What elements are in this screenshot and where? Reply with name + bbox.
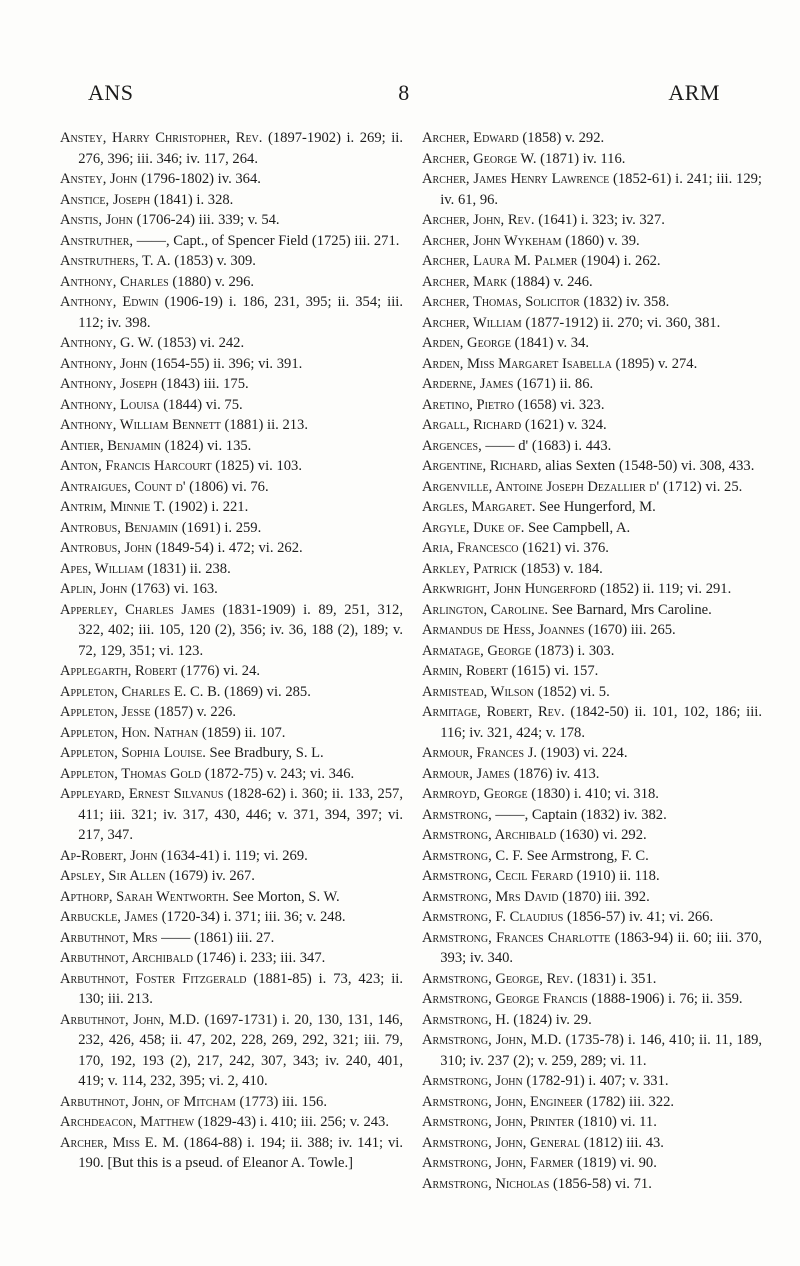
index-entry	[422, 374, 762, 395]
entry-name: Aretino, Pietro	[422, 396, 515, 413]
index-entry	[60, 682, 403, 703]
index-entry	[422, 518, 762, 539]
index-entry	[422, 907, 762, 928]
index-entry	[422, 1071, 762, 1092]
entry-name: Aria, Francesco	[422, 540, 519, 556]
index-entry	[422, 149, 762, 170]
entry-name: Anthony, John	[60, 355, 148, 372]
entry-references: (1895) v. 274.	[615, 355, 698, 372]
entry-references: (1897-1902) i. 269; ii. 276, 396; iii. 346; iv. 117, 264.	[78, 130, 403, 167]
entry-name: Argences,	[422, 437, 482, 454]
index-entry	[422, 805, 762, 826]
index-entry	[422, 969, 762, 990]
entry-name: Appleton, Charles E. C. B.	[60, 683, 221, 700]
entry-name: Armstrong, John	[422, 1073, 523, 1089]
index-entry	[60, 538, 403, 559]
entry-references: (1871) iv. 116.	[540, 150, 626, 167]
entry-name: Argenville, Antoine Joseph Dezallier d'	[422, 478, 660, 495]
entry-references: (1888-1906) i. 76; ii. 359.	[591, 991, 743, 1007]
entry-references: (1869) vi. 285.	[224, 683, 311, 700]
index-entry	[422, 1010, 762, 1031]
entry-references: (1852) vi. 5.	[537, 683, 610, 700]
entry-references: (1679) iv. 267.	[169, 868, 255, 884]
index-entry	[60, 579, 403, 600]
entry-references: (1810) vi. 11.	[577, 1114, 657, 1130]
entry-name: Archer, William	[422, 314, 522, 331]
index-entry	[422, 784, 762, 805]
entry-references: (1824) iv. 29.	[513, 1011, 592, 1028]
index-entry	[422, 538, 762, 559]
entry-name: Armstrong, Mrs David	[422, 888, 559, 905]
index-entry	[422, 866, 762, 887]
entry-references: (1654-55) ii. 396; vi. 391.	[151, 355, 303, 372]
entry-references: (1634-41) i. 119; vi. 269.	[161, 847, 308, 864]
header-range-start: ANS	[88, 80, 134, 105]
entry-name: Armstrong, John, Farmer	[422, 1155, 574, 1171]
index-entry	[422, 313, 762, 334]
index-entry	[422, 497, 762, 518]
entry-name: Armandus de Hess, Joannes	[422, 622, 585, 638]
index-entry	[422, 641, 762, 662]
entry-name: Armstrong, Frances Charlotte	[422, 929, 611, 946]
index-entry	[422, 559, 762, 580]
index-entry	[422, 764, 762, 785]
entry-name: Aplin, John	[60, 581, 128, 597]
index-entry	[60, 723, 403, 744]
entry-references: (1697-1731) i. 20, 130, 131, 146, 232, 426, 458; ii. 47, 202, 228, 269, 292, 321; iii. 79, 170, 192, 193 (2), 217, 242, 307, 343; iv. 240, 401, 419; v. 114, 232, 395; vi. 2, 410.	[78, 1011, 404, 1089]
index-entry	[60, 1010, 403, 1092]
index-entry	[422, 1092, 762, 1113]
entry-name: Appleton, Sophia Louise.	[60, 745, 206, 761]
entry-references: (1841) i. 328.	[153, 191, 234, 208]
entry-references: See Bradbury, S. L.	[209, 745, 324, 761]
entry-references: (1902) i. 221.	[168, 499, 249, 515]
index-entry	[422, 1030, 762, 1071]
entry-name: Armstrong,	[422, 806, 492, 823]
index-entry	[60, 1112, 403, 1133]
entry-name: Armstrong, F. Claudius	[422, 909, 564, 925]
entry-references: (1832) iv. 358.	[583, 294, 670, 310]
index-entry	[422, 231, 762, 252]
entry-name: Archer, John, Rev.	[422, 212, 535, 228]
entry-name: Argentine, Richard,	[422, 458, 542, 474]
index-entry	[422, 1153, 762, 1174]
entry-references: See Campbell, A.	[528, 519, 631, 536]
entry-name: Archer, John Wykeham	[422, 232, 562, 249]
header-range-end: ARM	[668, 80, 720, 105]
entry-name: Arbuthnot, Foster Fitzgerald	[60, 970, 247, 987]
entry-name: Apes, William	[60, 560, 144, 577]
index-entry	[60, 518, 403, 539]
index-entry	[422, 292, 762, 313]
entry-name: Argall, Richard	[422, 417, 522, 433]
entry-references: (1828-62) i. 360; ii. 133, 257, 411; iii. 321; iv. 317, 430, 446; v. 371, 394, 397; vi. 217, 347.	[78, 786, 403, 843]
entry-references: (1824) vi. 135.	[164, 437, 252, 454]
entry-references: (1853) vi. 242.	[157, 335, 245, 351]
entry-name: Appleton, Thomas Gold	[60, 765, 202, 782]
index-entry	[60, 395, 403, 416]
entry-name: Anthony, William Bennett	[60, 417, 221, 433]
index-entry	[60, 354, 403, 375]
entry-references: (1776) vi. 24.	[180, 663, 261, 679]
index-entry	[422, 702, 762, 743]
entry-name: Anthony, G. W.	[60, 335, 154, 351]
entry-name: Armitage, Robert, Rev.	[422, 704, 565, 720]
index-entry	[422, 169, 762, 210]
index-entry	[422, 477, 762, 498]
index-entry	[60, 559, 403, 580]
page-header	[88, 80, 720, 106]
entry-references: (1852-61) i. 241; iii. 129; iv. 61, 96.	[440, 171, 762, 208]
entry-references: (1884) v. 246.	[510, 273, 593, 290]
index-entry	[60, 866, 403, 887]
entry-references: (1831) i. 351.	[576, 970, 657, 987]
entry-name: Armatage, George	[422, 642, 532, 659]
entry-name: Armstrong, George, Rev.	[422, 970, 574, 987]
index-entry	[422, 128, 762, 149]
entry-references: (1853) v. 184.	[521, 560, 603, 577]
entry-references: (1763) vi. 163.	[131, 581, 218, 597]
entry-name: Archer, Edward	[422, 130, 519, 146]
entry-references: (1857) v. 226.	[154, 704, 236, 720]
index-entry	[422, 456, 762, 477]
entry-name: Armstrong, John, M.D.	[422, 1032, 562, 1048]
index-entry	[422, 825, 762, 846]
index-entry	[60, 456, 403, 477]
entry-references: (1856-58) vi. 71.	[552, 1175, 652, 1192]
index-entry	[60, 600, 403, 662]
entry-references: (1630) vi. 292.	[559, 827, 647, 843]
entry-name: Apthorp, Sarah Wentworth.	[60, 888, 229, 905]
index-entry	[422, 395, 762, 416]
entry-name: Anstice, Joseph	[60, 191, 151, 208]
index-entry	[60, 374, 403, 395]
entry-name: Armroyd, George	[422, 786, 528, 802]
entry-name: Armstrong, H.	[422, 1011, 510, 1028]
entry-name: Appleton, Hon. Nathan	[60, 724, 199, 741]
entry-references: (1671) ii. 86.	[516, 376, 594, 392]
entry-name: Anstis, John	[60, 212, 133, 228]
entry-name: Archer, Laura M. Palmer	[422, 253, 578, 269]
entry-name: Armstrong, Cecil Ferard	[422, 868, 574, 884]
entry-name: Anstruther,	[60, 232, 134, 249]
entry-references: (1796-1802) iv. 364.	[141, 171, 261, 187]
entry-references: (1843) iii. 175.	[161, 376, 249, 392]
entry-name: Appleyard, Ernest Silvanus	[60, 786, 224, 802]
index-entry	[422, 333, 762, 354]
index-entry	[422, 620, 762, 641]
entry-references: (1858) v. 292.	[522, 130, 605, 146]
index-entry	[422, 887, 762, 908]
entry-references: (1720-34) i. 371; iii. 36; v. 248.	[161, 909, 346, 925]
index-entry	[422, 743, 762, 764]
entry-name: Archdeacon, Matthew	[60, 1114, 195, 1130]
entry-name: Antrobus, John	[60, 540, 152, 556]
index-entry	[60, 231, 403, 252]
index-entry	[60, 333, 403, 354]
entry-name: Ap-Robert, John	[60, 847, 158, 864]
page-number: 8	[398, 80, 410, 105]
entry-references: —— d' (1683) i. 443.	[485, 437, 612, 454]
index-entry	[422, 661, 762, 682]
entry-name: Anthony, Charles	[60, 273, 169, 290]
index-entry	[60, 415, 403, 436]
entry-references: (1806) vi. 76.	[189, 478, 269, 495]
entry-references: (1841) v. 34.	[514, 335, 590, 351]
entry-references: (1853) v. 309.	[174, 253, 256, 269]
entry-references: See Armstrong, F. C.	[526, 847, 649, 864]
index-entry	[422, 579, 762, 600]
entry-name: Arden, George	[422, 335, 511, 351]
index-entry	[60, 1133, 403, 1174]
entry-name: Anton, Francis Harcourt	[60, 458, 212, 474]
index-entry	[60, 190, 403, 211]
entry-name: Archer, Mark	[422, 273, 508, 290]
entry-name: Applegarth, Robert	[60, 663, 177, 679]
entry-references: alias Sexten (1548-50) vi. 308, 433.	[545, 458, 755, 474]
entry-references: —— (1861) iii. 27.	[161, 929, 275, 946]
index-entry	[60, 1092, 403, 1113]
entry-references: (1852) ii. 119; vi. 291.	[600, 581, 732, 597]
entry-name: Apperley, Charles James	[60, 601, 215, 618]
index-column-right	[422, 128, 762, 1194]
entry-references: (1903) vi. 224.	[540, 745, 628, 761]
entry-references: (1877-1912) ii. 270; vi. 360, 381.	[525, 314, 721, 331]
entry-name: Anstey, Harry Christopher, Rev.	[60, 130, 263, 146]
entry-name: Arbuthnot, John, M.D.	[60, 1011, 200, 1028]
index-entry	[422, 1112, 762, 1133]
index-entry	[422, 436, 762, 457]
entry-references: (1842-50) ii. 101, 102, 186; iii. 116; iv. 321, 424; v. 178.	[440, 704, 762, 741]
index-entry	[60, 210, 403, 231]
entry-references: ——, Capt., of Spencer Field (1725) iii. 271.	[136, 232, 400, 249]
index-entry	[422, 210, 762, 231]
entry-references: (1863-94) ii. 60; iii. 370, 393; iv. 340.	[440, 929, 763, 966]
entry-references: See Morton, S. W.	[232, 888, 340, 905]
entry-name: Antrim, Minnie T.	[60, 499, 166, 515]
entry-references: ——, Captain (1832) iv. 382.	[495, 806, 667, 823]
entry-name: Arbuthnot, Archibald	[60, 950, 194, 966]
entry-references: (1621) v. 324.	[524, 417, 607, 433]
index-entry	[422, 1133, 762, 1154]
entry-name: Armour, Frances J.	[422, 745, 538, 761]
entry-name: Anstruthers, T. A.	[60, 253, 171, 269]
entry-references: (1829-43) i. 410; iii. 256; v. 243.	[197, 1114, 389, 1130]
entry-references: (1864-88) i. 194; ii. 388; iv. 141; vi. 190. [But this is a pseud. of Eleanor A. Towle.]	[78, 1134, 404, 1171]
index-entry	[60, 497, 403, 518]
entry-references: (1782) iii. 322.	[586, 1093, 675, 1110]
index-entry	[60, 702, 403, 723]
entry-name: Arkwright, John Hungerford	[422, 581, 597, 597]
entry-references: (1831-1909) i. 89, 251, 312, 322, 402; iii. 105, 120 (2), 356; iv. 36, 188 (2), 189; v. 72, 129, 351; vi. 123.	[78, 601, 403, 659]
index-entry	[422, 354, 762, 375]
index-column-left	[60, 128, 403, 1174]
index-entry	[60, 764, 403, 785]
entry-name: Armstrong, John, Engineer	[422, 1093, 583, 1110]
index-entry	[60, 661, 403, 682]
entry-name: Armstrong, John, General	[422, 1134, 581, 1151]
entry-name: Appleton, Jesse	[60, 704, 151, 720]
entry-references: (1870) iii. 392.	[562, 888, 650, 905]
entry-references: (1812) iii. 43.	[583, 1134, 664, 1151]
entry-name: Anthony, Edwin	[60, 294, 159, 310]
entry-name: Archer, Thomas, Solicitor	[422, 294, 580, 310]
index-entry	[422, 682, 762, 703]
entry-name: Antrobus, Benjamin	[60, 519, 179, 536]
entry-name: Armstrong, Nicholas	[422, 1175, 550, 1192]
entry-name: Anthony, Joseph	[60, 376, 158, 392]
index-entry	[60, 928, 403, 949]
entry-references: (1831) ii. 238.	[147, 560, 231, 577]
entry-references: (1872-75) v. 243; vi. 346.	[204, 765, 355, 782]
entry-name: Armour, James	[422, 765, 510, 782]
index-entry	[422, 846, 762, 867]
entry-name: Arbuckle, James	[60, 909, 158, 925]
entry-name: Arbuthnot, Mrs	[60, 929, 158, 946]
index-entry	[422, 415, 762, 436]
entry-references: (1691) i. 259.	[181, 519, 262, 536]
entry-name: Antraigues, Count d'	[60, 478, 186, 495]
entry-references: (1641) i. 323; iv. 327.	[538, 212, 665, 228]
index-entry	[60, 477, 403, 498]
entry-name: Anthony, Louisa	[60, 396, 160, 413]
entry-name: Argles, Margaret.	[422, 499, 536, 515]
index-entry	[60, 436, 403, 457]
entry-references: (1859) ii. 107.	[201, 724, 286, 741]
entry-name: Armstrong, C. F.	[422, 847, 524, 864]
index-entry	[60, 128, 403, 169]
index-entry	[60, 846, 403, 867]
entry-references: (1615) vi. 157.	[511, 663, 599, 679]
index-entry	[422, 600, 762, 621]
entry-references: (1830) i. 410; vi. 318.	[531, 786, 659, 802]
entry-references: (1860) v. 39.	[565, 232, 640, 249]
entry-references: (1735-78) i. 146, 410; ii. 11, 189, 310; iv. 237 (2); v. 259, 289; vi. 11.	[440, 1032, 763, 1069]
entry-references: (1621) vi. 376.	[522, 540, 609, 556]
entry-name: Archer, Miss E. M.	[60, 1134, 179, 1151]
entry-references: (1881) ii. 213.	[224, 417, 308, 433]
entry-references: (1910) ii. 118.	[576, 868, 660, 884]
entry-references: (1849-54) i. 472; vi. 262.	[155, 540, 303, 556]
entry-references: (1746) i. 233; iii. 347.	[196, 950, 326, 966]
entry-references: (1876) iv. 413.	[513, 765, 600, 782]
index-entry	[60, 784, 403, 846]
entry-name: Archer, George W.	[422, 150, 537, 167]
entry-name: Archer, James Henry Lawrence	[422, 171, 610, 187]
entry-references: (1825) vi. 103.	[215, 458, 302, 474]
entry-name: Argyle, Duke of.	[422, 519, 525, 536]
index-entry	[422, 928, 762, 969]
entry-name: Armstrong, George Francis	[422, 991, 588, 1007]
entry-references: (1844) vi. 75.	[163, 396, 243, 413]
entry-references: (1712) vi. 25.	[662, 478, 743, 495]
entry-name: Arden, Miss Margaret Isabella	[422, 355, 612, 372]
entry-references: (1773) iii. 156.	[239, 1093, 327, 1110]
entry-references: (1856-57) iv. 41; vi. 266.	[566, 909, 714, 925]
entry-name: Antier, Benjamin	[60, 437, 161, 454]
entry-references: (1880) v. 296.	[172, 273, 255, 290]
index-entry	[60, 169, 403, 190]
entry-name: Apsley, Sir Allen	[60, 868, 166, 884]
entry-references: (1904) i. 262.	[581, 253, 661, 269]
entry-name: Arlington, Caroline.	[422, 601, 549, 618]
entry-name: Arderne, James	[422, 376, 514, 392]
index-entry	[60, 969, 403, 1010]
entry-name: Armstrong, John, Printer	[422, 1114, 575, 1130]
entry-references: (1706-24) iii. 339; v. 54.	[136, 212, 280, 228]
index-entry	[60, 292, 403, 333]
index-entry	[60, 272, 403, 293]
entry-name: Anstey, John	[60, 171, 138, 187]
entry-name: Armstrong, Archibald	[422, 827, 557, 843]
entry-references: (1819) vi. 90.	[577, 1155, 657, 1171]
index-entry	[60, 743, 403, 764]
entry-name: Armin, Robert	[422, 663, 508, 679]
index-entry	[422, 272, 762, 293]
entry-references: (1670) iii. 265.	[588, 622, 676, 638]
entry-references: (1906-19) i. 186, 231, 395; ii. 354; iii. 112; iv. 398.	[78, 294, 403, 331]
entry-references: (1881-85) i. 73, 423; ii. 130; iii. 213.	[78, 970, 403, 1007]
index-entry	[422, 989, 762, 1010]
entry-references: (1873) i. 303.	[534, 642, 615, 659]
entry-name: Arbuthnot, John, of Mitcham	[60, 1093, 236, 1110]
index-entry	[60, 251, 403, 272]
index-entry	[60, 948, 403, 969]
entry-references: (1782-91) i. 407; v. 331.	[526, 1073, 669, 1089]
entry-name: Armistead, Wilson	[422, 683, 534, 700]
index-entry	[60, 887, 403, 908]
index-entry	[422, 251, 762, 272]
entry-references: (1658) vi. 323.	[517, 396, 605, 413]
entry-references: See Barnard, Mrs Caroline.	[551, 601, 712, 618]
index-entry	[422, 1174, 762, 1195]
entry-name: Arkley, Patrick	[422, 560, 518, 577]
index-entry	[60, 907, 403, 928]
entry-references: See Hungerford, M.	[539, 499, 656, 515]
